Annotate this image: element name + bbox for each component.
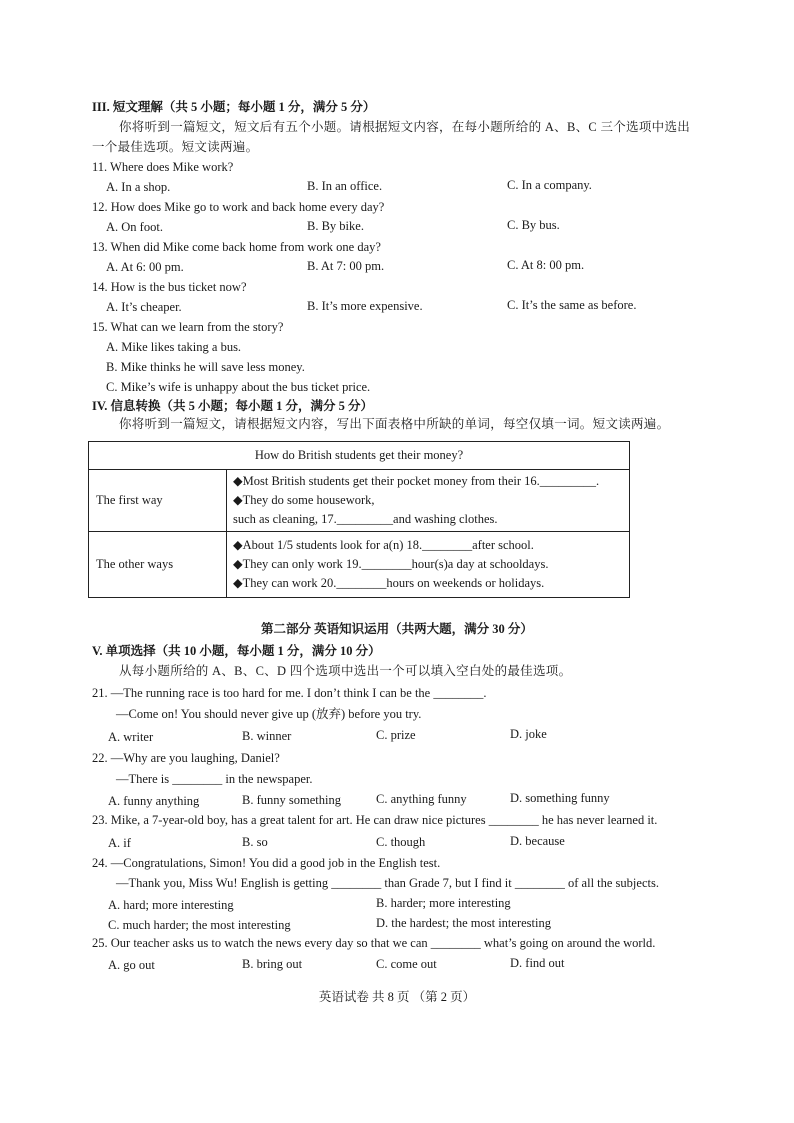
section-4-instructions: 你将听到一篇短文，请根据短文内容，写出下面表格中所缺的单词，每空仅填一词。短文读两遍。: [119, 417, 670, 431]
table-line: ◆They can work 20.________hours on weekends or holidays.: [233, 576, 545, 590]
question-14-option-a: A. It’s cheaper.: [106, 300, 182, 314]
row-label-first-way: The first way: [89, 470, 227, 532]
question-24-option-b: B. harder; more interesting: [376, 896, 511, 910]
section-4-title: IV. 信息转换（共 5 小题；每小题 1 分，满分 5 分）: [92, 399, 374, 413]
question-21-option-d: D. joke: [510, 727, 547, 741]
question-11-option-b: B. In an office.: [307, 179, 383, 193]
section-3-title: III. 短文理解（共 5 小题；每小题 1 分，满分 5 分）: [92, 100, 376, 114]
question-25-option-c: C. come out: [376, 957, 437, 971]
question-12-option-a: A. On foot.: [106, 220, 163, 234]
table-line: ◆About 1/5 students look for a(n) 18.________after school.: [233, 538, 534, 552]
question-15-option-b: B. Mike thinks he will save less money.: [106, 360, 305, 374]
info-table: [88, 441, 630, 598]
section-3-instructions-cont: 一个最佳选项。短文读两遍。: [92, 140, 259, 154]
question-21-option-b: B. winner: [242, 729, 292, 743]
question-13-option-a: A. At 6: 00 pm.: [106, 260, 184, 274]
question-14-stem: 14. How is the bus ticket now?: [92, 280, 247, 294]
question-23-option-b: B. so: [242, 835, 268, 849]
question-21-option-c: C. prize: [376, 728, 416, 742]
question-24-reply: —Thank you, Miss Wu! English is getting ________ than Grade 7, but I find it ________ of all the subjects.: [116, 876, 659, 890]
question-12-stem: 12. How does Mike go to work and back home every day?: [92, 200, 385, 214]
question-14-option-b: B. It’s more expensive.: [307, 299, 423, 313]
question-14-option-c: C. It’s the same as before.: [507, 298, 637, 312]
section-5-instructions: 从每小题所给的 A、B、C、D 四个选项中选出一个可以填入空白处的最佳选项。: [119, 664, 572, 678]
row-content-other-ways: [227, 532, 630, 598]
question-13-option-b: B. At 7: 00 pm.: [307, 259, 385, 273]
question-22-stem: 22. —Why are you laughing, Daniel?: [92, 751, 280, 765]
question-12-option-b: B. By bike.: [307, 219, 364, 233]
question-25-option-a: A. go out: [108, 958, 155, 972]
question-25-option-b: B. bring out: [242, 957, 303, 971]
question-25-stem: 25. Our teacher asks us to watch the news every day so that we can ________ what’s going on around the world.: [92, 936, 656, 950]
question-23-option-c: C. though: [376, 835, 426, 849]
question-23-option-a: A. if: [108, 836, 131, 850]
question-23-stem: 23. Mike, a 7-year-old boy, has a great talent for art. He can draw nice pictures ________ he has never learned it.: [92, 813, 658, 827]
info-table-header: How do British students get their money?: [89, 442, 630, 470]
part-2-title: 第二部分 英语知识运用（共两大题，满分 30 分）: [261, 622, 533, 636]
question-11-option-a: A. In a shop.: [106, 180, 171, 194]
question-21-reply: —Come on! You should never give up (放弃) before you try.: [116, 707, 422, 721]
table-line: ◆They do some housework,: [233, 493, 375, 507]
question-21-option-a: A. writer: [108, 730, 154, 744]
question-24-option-c: C. much harder; the most interesting: [108, 918, 291, 932]
question-22-reply: —There is ________ in the newspaper.: [116, 772, 313, 786]
section-3-instructions: 你将听到一篇短文，短文后有五个小题。请根据短文内容，在每小题所给的 A、B、C 三个选项中选出: [119, 120, 691, 134]
question-12-option-c: C. By bus.: [507, 218, 560, 232]
question-22-option-b: B. funny something: [242, 793, 341, 807]
question-24-option-a: A. hard; more interesting: [108, 898, 234, 912]
question-11-option-c: C. In a company.: [507, 178, 592, 192]
row-content-first-way: [227, 470, 630, 532]
question-21-stem: 21. —The running race is too hard for me. I don’t think I can be the ________.: [92, 686, 487, 700]
question-22-option-d: D. something funny: [510, 791, 610, 805]
table-line: ◆They can only work 19.________hour(s)a day at schooldays.: [233, 557, 549, 571]
table-line: such as cleaning, 17._________and washing clothes.: [233, 512, 498, 526]
question-22-option-a: A. funny anything: [108, 794, 200, 808]
question-24-option-d: D. the hardest; the most interesting: [376, 916, 551, 930]
question-15-stem: 15. What can we learn from the story?: [92, 320, 284, 334]
question-22-option-c: C. anything funny: [376, 792, 467, 806]
question-13-option-c: C. At 8: 00 pm.: [507, 258, 585, 272]
page-footer: 英语试卷 共 8 页 （第 2 页）: [318, 990, 476, 1004]
question-15-option-a: A. Mike likes taking a bus.: [106, 340, 242, 354]
question-23-option-d: D. because: [510, 834, 565, 848]
question-11-stem: 11. Where does Mike work?: [92, 160, 234, 174]
section-5-title: V. 单项选择（共 10 小题，每小题 1 分，满分 10 分）: [92, 644, 381, 658]
table-line: ◆Most British students get their pocket money from their 16._________.: [233, 474, 600, 488]
question-13-stem: 13. When did Mike come back home from work one day?: [92, 240, 381, 254]
row-label-other-ways: The other ways: [89, 532, 227, 598]
question-25-option-d: D. find out: [510, 956, 565, 970]
question-15-option-c: C. Mike’s wife is unhappy about the bus ticket price.: [106, 380, 371, 394]
question-24-stem: 24. —Congratulations, Simon! You did a good job in the English test.: [92, 856, 441, 870]
